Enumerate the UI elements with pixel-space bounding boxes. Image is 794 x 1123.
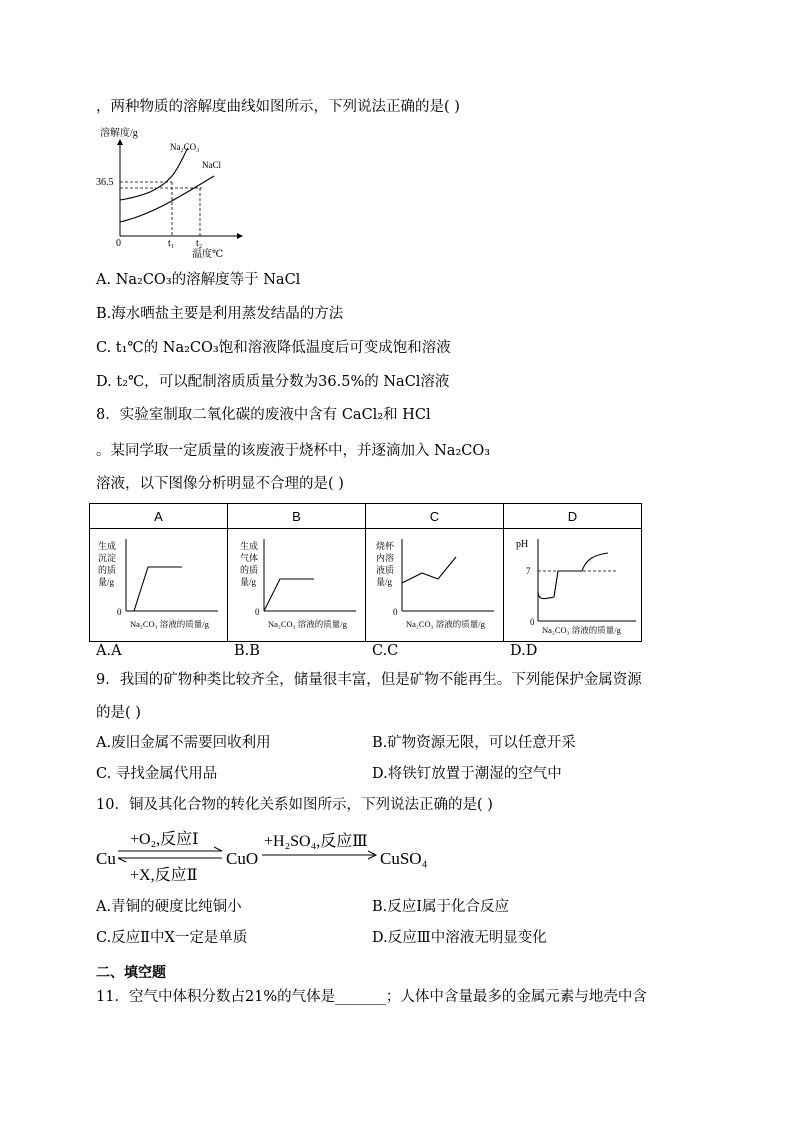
svg-text:7: 7 <box>526 566 531 576</box>
q7-option-d[interactable]: D. t₂℃，可以配制溶质质量分数为36.5%的 NaCl溶液 <box>96 374 450 390</box>
q9-option-b[interactable]: B.矿物资源无限，可以任意开采 <box>372 735 576 751</box>
graph-d-line <box>538 553 608 599</box>
t1-label: t₁ <box>168 238 175 249</box>
svg-text:液质: 液质 <box>376 565 395 575</box>
q8-line1: 8．实验室制取二氧化碳的废液中含有 CaCl₂和 HCl <box>96 407 431 423</box>
temperature-xlabel: 温度℃ <box>192 249 224 260</box>
header-c: C <box>366 504 504 529</box>
cuo-label: CuO <box>226 849 259 868</box>
q9-option-d[interactable]: D.将铁钉放置于潮湿的空气中 <box>372 766 562 782</box>
q8-line2: 。某同学取一定质量的该废液于烧杯中，并逐滴加入 Na₂CO₃ <box>96 443 491 459</box>
svg-text:量/g: 量/g <box>98 577 115 587</box>
svg-text:的质: 的质 <box>240 565 259 575</box>
r2-label: +X,反应Ⅱ <box>130 867 198 884</box>
graph-c-cell <box>366 529 504 642</box>
svg-text:pH: pH <box>516 539 529 550</box>
t2-label: t₂ <box>196 238 203 249</box>
svg-text:内溶: 内溶 <box>376 553 395 563</box>
na2co3-curve-label: Na₂CO₃ <box>170 142 200 152</box>
q10-stem: 10．铜及其化合物的转化关系如图所示，下列说法正确的是( ) <box>96 797 493 813</box>
q7-stem: ，两种物质的溶解度曲线如图所示，下列说法正确的是( ) <box>96 99 460 115</box>
q8-option-d[interactable]: D.D <box>510 643 538 659</box>
svg-text:生成: 生成 <box>98 541 117 551</box>
graph-b-line <box>264 579 314 611</box>
svg-text:Na₂CO₃ 溶液的质量/g: Na₂CO₃ 溶液的质量/g <box>268 619 347 629</box>
solubility-graph <box>94 124 254 264</box>
graph-d <box>504 529 641 637</box>
q9-line2: 的是( ) <box>96 705 141 721</box>
na2co3-curve <box>120 148 188 200</box>
svg-text:Na₂CO₃ 溶液的质量/g: Na₂CO₃ 溶液的质量/g <box>542 625 621 635</box>
q9-option-a[interactable]: A.废旧金属不需要回收利用 <box>96 735 271 751</box>
q8-line3: 溶液，以下图像分析明显不合理的是( ) <box>96 476 344 492</box>
section-title: 二、填空题 <box>96 965 166 981</box>
svg-text:生成: 生成 <box>240 541 259 551</box>
y-tick-36-5: 36.5 <box>96 177 114 188</box>
graph-c-line <box>402 557 456 583</box>
header-d: D <box>504 504 642 529</box>
header-a: A <box>90 504 228 529</box>
q10-option-c[interactable]: C.反应Ⅱ中X一定是单质 <box>96 930 248 946</box>
q9-line1: 9．我国的矿物种类比较齐全，储量很丰富，但是矿物不能再生。下列能保护金属资源 <box>96 672 642 688</box>
svg-text:量/g: 量/g <box>376 577 393 587</box>
r1-label: +O₂,反应Ⅰ <box>130 831 199 848</box>
q8-graph-table <box>89 503 642 642</box>
q7-option-b[interactable]: B.海水晒盐主要是利用蒸发结晶的方法 <box>96 306 344 322</box>
graph-b <box>228 529 365 637</box>
svg-text:的质: 的质 <box>98 565 117 575</box>
q10-option-b[interactable]: B.反应Ⅰ属于化合反应 <box>372 899 509 915</box>
svg-text:量/g: 量/g <box>240 577 257 587</box>
q8-option-b[interactable]: B.B <box>234 643 260 659</box>
solubility-ylabel: 溶解度/g <box>100 128 138 139</box>
cuso4-label: CuSO₄ <box>380 849 428 868</box>
r3-label: +H₂SO₄,反应Ⅲ <box>264 833 368 850</box>
q8-option-c[interactable]: C.C <box>372 643 399 659</box>
graph-c <box>366 529 503 637</box>
q7-option-a[interactable]: A. Na₂CO₃的溶解度等于 NaCl <box>96 272 301 288</box>
q7-option-c[interactable]: C. t₁℃的 Na₂CO₃饱和溶液降低温度后可变成饱和溶液 <box>96 340 451 356</box>
q11-line1: 11．空气中体积分数占21%的气体是_______；人体中含量最多的金属元素与地壳中含 <box>96 989 647 1005</box>
svg-text:沉淀: 沉淀 <box>98 553 117 563</box>
svg-text:0: 0 <box>393 607 398 617</box>
svg-text:气体: 气体 <box>240 553 259 563</box>
q8-option-a[interactable]: A.A <box>96 643 122 659</box>
graph-a-line <box>134 567 182 611</box>
graph-d-cell <box>504 529 642 642</box>
svg-text:0: 0 <box>530 617 535 627</box>
graph-a-cell <box>90 529 228 642</box>
header-b: B <box>228 504 366 529</box>
origin-label: 0 <box>116 238 121 249</box>
svg-text:0: 0 <box>117 607 122 617</box>
copper-conversion-diagram <box>94 822 434 892</box>
svg-text:0: 0 <box>255 607 260 617</box>
graph-b-cell <box>228 529 366 642</box>
nacl-curve-label: NaCl <box>202 160 221 170</box>
q9-option-c[interactable]: C. 寻找金属代用品 <box>96 766 218 782</box>
cu-label: Cu <box>96 849 116 868</box>
q10-option-a[interactable]: A.青铜的硬度比纯铜小 <box>96 899 242 915</box>
svg-text:Na₂CO₃ 溶液的质量/g: Na₂CO₃ 溶液的质量/g <box>130 619 209 629</box>
q10-option-d[interactable]: D.反应Ⅲ中溶液无明显变化 <box>372 930 547 946</box>
svg-text:Na₂CO₃ 溶液的质量/g: Na₂CO₃ 溶液的质量/g <box>406 619 485 629</box>
graph-a <box>90 529 227 637</box>
svg-text:烧杯: 烧杯 <box>376 541 395 551</box>
